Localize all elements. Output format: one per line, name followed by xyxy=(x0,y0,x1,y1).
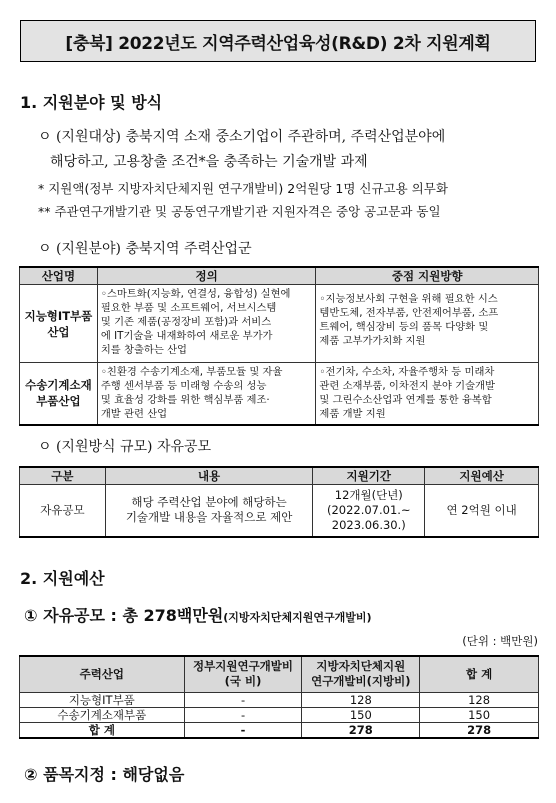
support-method-line: ㅇ (지원방식 규모) 자유공모 xyxy=(38,439,212,455)
header-period: 지원기간 xyxy=(313,467,425,485)
method-content xyxy=(105,485,313,537)
method-table-header xyxy=(20,467,539,485)
budget-total: 128 xyxy=(420,692,539,707)
table-row xyxy=(20,285,539,363)
budget-total: 150 xyxy=(420,707,539,722)
content-line: 기술개발 내용을 자율적으로 제안 xyxy=(125,510,293,525)
definition-line: 필요한 부품 및 소프트웨어, 서브시스템 xyxy=(100,302,277,314)
section1-heading: 1. 지원분야 및 방식 xyxy=(20,93,163,112)
industry-table-header xyxy=(20,267,539,285)
industry-direction xyxy=(316,285,539,363)
budget-local: 128 xyxy=(302,692,420,707)
unit-label: (단위 : 백만원) xyxy=(462,634,538,648)
header-main-industry: 주력산업 xyxy=(20,656,185,692)
industry-name-line: 수송기계소재 xyxy=(25,378,92,393)
industry-name-line: 부품산업 xyxy=(36,394,81,409)
direction-line: ◦전기차, 수소차, 자율주행차 등 미래차 xyxy=(319,366,495,378)
header-line: 연구개발비(지방비) xyxy=(311,674,411,689)
total-row xyxy=(20,722,539,738)
item-designation-heading: ② 품목지정 : 해당없음 xyxy=(24,765,185,784)
table-row xyxy=(20,363,539,425)
definition-line: 주행 센서부품 등 미래형 수송의 성능 xyxy=(100,380,267,392)
header-line: 정부지원연구개발비 xyxy=(193,659,294,674)
period-line: 12개월(단년) xyxy=(334,487,403,502)
budget-local: 150 xyxy=(302,707,420,722)
footnote-employment: * 지원액(정부 지방자치단체지원 연구개발비) 2억원당 1명 신규고용 의무화 xyxy=(38,181,448,196)
definition-line: 에 IT기술을 내재화하여 새로운 부가가 xyxy=(100,330,273,342)
industry-definition xyxy=(97,363,316,425)
budget-gov: - xyxy=(184,707,302,722)
header-line: 지방자치단체지원 xyxy=(316,659,406,674)
table-row xyxy=(20,707,539,722)
period-line: (2022.07.01.~ xyxy=(326,502,411,517)
header-budget: 지원예산 xyxy=(425,467,539,485)
total-total: 278 xyxy=(420,722,539,738)
direction-line: 관련 소재부품, 이차전지 분야 기술개발 xyxy=(319,380,495,392)
direction-line: 템반도체, 전자부품, 안전제어부품, 소프 xyxy=(319,307,499,319)
header-type: 구분 xyxy=(20,467,106,485)
definition-line: ◦친환경 수송기계소재, 부품모듈 및 자율 xyxy=(100,366,283,378)
total-gov: - xyxy=(184,722,302,738)
section2-heading: 2. 지원예산 xyxy=(20,569,105,588)
budget-industry: 지능형IT부품 xyxy=(20,692,185,707)
period-line: 2023.06.30.) xyxy=(331,517,406,532)
page-title: [충북] 2022년도 지역주력산업육성(R&D) 2차 지원계획 xyxy=(20,20,536,62)
method-period xyxy=(313,485,425,537)
direction-line: 및 그린수소산업과 연계를 통한 융복합 xyxy=(319,394,492,406)
budget-gov: - xyxy=(184,692,302,707)
definition-line: 개발 관련 산업 xyxy=(100,408,168,420)
industry-name xyxy=(20,363,98,425)
open-call-budget-note: (지방자치단체지원연구개발비) xyxy=(223,611,372,624)
industry-definition xyxy=(97,285,316,363)
industry-table xyxy=(19,266,539,426)
support-target-line1: ㅇ (지원대상) 충북지역 소재 중소기업이 주관하며, 주력산업분야에 xyxy=(38,129,446,145)
definition-line: ◦스마트화(지능화, 연결성, 융합성) 실현에 xyxy=(100,288,291,300)
table-row xyxy=(20,692,539,707)
header-direction: 중점 지원방향 xyxy=(316,267,539,285)
industry-name xyxy=(20,285,98,363)
budget-industry: 수송기계소재부품 xyxy=(20,707,185,722)
industry-name-line: 지능형IT부품 xyxy=(24,308,93,323)
direction-line: ◦지능정보사회 구현을 위해 필요한 시스 xyxy=(319,293,498,305)
header-industry: 산업명 xyxy=(20,267,98,285)
industry-name-line: 산업 xyxy=(47,324,70,339)
open-call-budget-main: ① 자유공모 : 총 278백만원 xyxy=(24,606,224,625)
header-line: (국 비) xyxy=(224,674,262,689)
support-field-line: ㅇ (지원분야) 충북지역 주력산업군 xyxy=(38,241,252,257)
direction-line: 제품 개발 지원 xyxy=(319,408,386,420)
method-table xyxy=(19,466,539,538)
total-local: 278 xyxy=(302,722,420,738)
total-label: 합 계 xyxy=(20,722,185,738)
direction-line: 제품 고부가가치화 지원 xyxy=(319,335,426,347)
open-call-budget-heading xyxy=(24,603,371,626)
industry-direction xyxy=(316,363,539,425)
header-definition: 정의 xyxy=(97,267,316,285)
definition-line: 및 효율성 강화를 위한 핵심부품 제조· xyxy=(100,394,270,406)
method-type: 자유공모 xyxy=(20,485,106,537)
content-line: 해당 주력산업 분야에 해당하는 xyxy=(131,495,287,510)
header-local-rnd xyxy=(302,656,420,692)
header-gov-rnd xyxy=(184,656,302,692)
budget-table xyxy=(19,655,539,739)
definition-line: 치를 창출하는 산업 xyxy=(100,344,187,356)
definition-line: 및 기존 제품(공정장비 포함)과 서비스 xyxy=(100,316,272,328)
header-total: 합 계 xyxy=(420,656,539,692)
direction-line: 트웨어, 핵심장비 등의 품목 다양화 및 xyxy=(319,321,489,333)
header-content: 내용 xyxy=(105,467,313,485)
budget-table-header xyxy=(20,656,539,692)
footnote-eligibility: ** 주관연구개발기관 및 공동연구개발기관 지원자격은 중앙 공고문과 동일 xyxy=(38,204,441,219)
support-target-line2: 해당하고, 고용창출 조건*을 충족하는 기술개발 과제 xyxy=(50,154,368,170)
table-row xyxy=(20,485,539,537)
method-budget: 연 2억원 이내 xyxy=(425,485,539,537)
